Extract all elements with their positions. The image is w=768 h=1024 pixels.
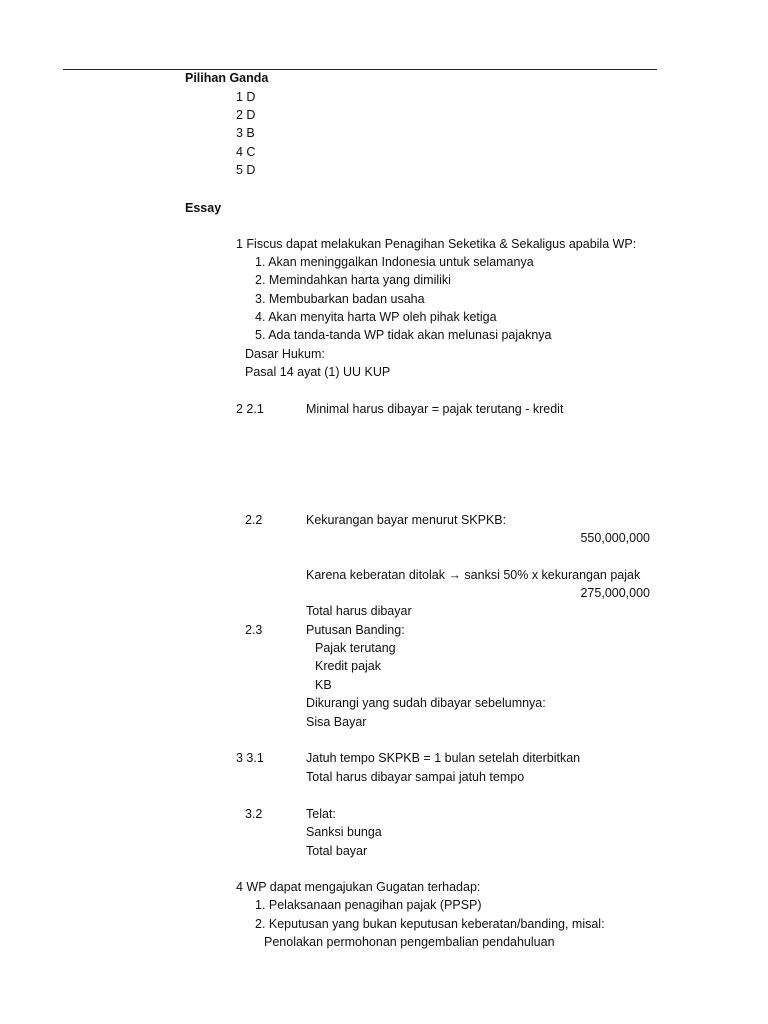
dasar-hukum-value: Pasal 14 ayat (1) UU KUP — [245, 365, 391, 379]
sanksi-text: Karena keberatan ditolak → sanksi 50% x kekurangan pajak — [306, 568, 641, 582]
pajak-terutang: Pajak terutang — [315, 641, 396, 655]
dasar-hukum-label: Dasar Hukum: — [245, 347, 325, 361]
q4-item-2: 2. Keputusan yang bukan keputusan keberatan/banding, misal: — [255, 917, 605, 931]
q2-3-number: 2.3 — [245, 623, 263, 637]
answer-4: 4 C — [236, 145, 256, 159]
answer-2: 2 D — [236, 108, 256, 122]
q4-item-1: 1. Pelaksanaan penagihan pajak (PPSP) — [255, 898, 482, 912]
answer-3: 3 B — [236, 126, 255, 140]
q1-item-4: 4. Akan menyita harta WP oleh pihak ketiga — [255, 310, 497, 324]
q2-1-text: Minimal harus dibayar = pajak terutang - kredit — [306, 402, 564, 416]
q1-item-5: 5. Ada tanda-tanda WP tidak akan melunasi pajaknya — [255, 328, 552, 342]
kb: KB — [315, 678, 332, 692]
q2-2-number: 2.2 — [245, 513, 263, 527]
q4-intro: 4 WP dapat mengajukan Gugatan terhadap: — [236, 880, 481, 894]
q2-2-text: Kekurangan bayar menurut SKPKB: — [306, 513, 507, 527]
header-rule — [63, 69, 657, 70]
q4-item-2-example: Penolakan permohonan pengembalian pendahuluan — [264, 935, 555, 949]
q1-item-3: 3. Membubarkan badan usaha — [255, 292, 425, 306]
total-harus-dibayar: Total harus dibayar — [306, 604, 412, 618]
q1-item-1: 1. Akan meninggalkan Indonesia untuk selamanya — [255, 255, 534, 269]
q2-1-number: 2 2.1 — [236, 402, 264, 416]
q1-item-2: 2. Memindahkan harta yang dimiliki — [255, 273, 451, 287]
sisa-bayar: Sisa Bayar — [306, 715, 367, 729]
amount-skpkb: 550,000,000 — [580, 531, 650, 545]
putusan-banding: Putusan Banding: — [306, 623, 405, 637]
total-bayar: Total bayar — [306, 844, 368, 858]
answer-5: 5 D — [236, 163, 256, 177]
q3-1-number: 3 3.1 — [236, 751, 264, 765]
q3-2-number: 3.2 — [245, 807, 263, 821]
sanksi-bunga: Sanksi bunga — [306, 825, 382, 839]
answer-1: 1 D — [236, 90, 256, 104]
amount-sanksi: 275,000,000 — [580, 586, 650, 600]
q1-intro: 1 Fiscus dapat melakukan Penagihan Seketika & Sekaligus apabila WP: — [236, 237, 637, 251]
dikurangi: Dikurangi yang sudah dibayar sebelumnya: — [306, 696, 546, 710]
jatuh-tempo: Jatuh tempo SKPKB = 1 bulan setelah diterbitkan — [306, 751, 581, 765]
total-jatuh-tempo: Total harus dibayar sampai jatuh tempo — [306, 770, 525, 784]
essay-heading: Essay — [185, 201, 222, 215]
pilihan-ganda-heading: Pilihan Ganda — [185, 71, 269, 85]
telat: Telat: — [306, 807, 336, 821]
kredit-pajak: Kredit pajak — [315, 659, 382, 673]
